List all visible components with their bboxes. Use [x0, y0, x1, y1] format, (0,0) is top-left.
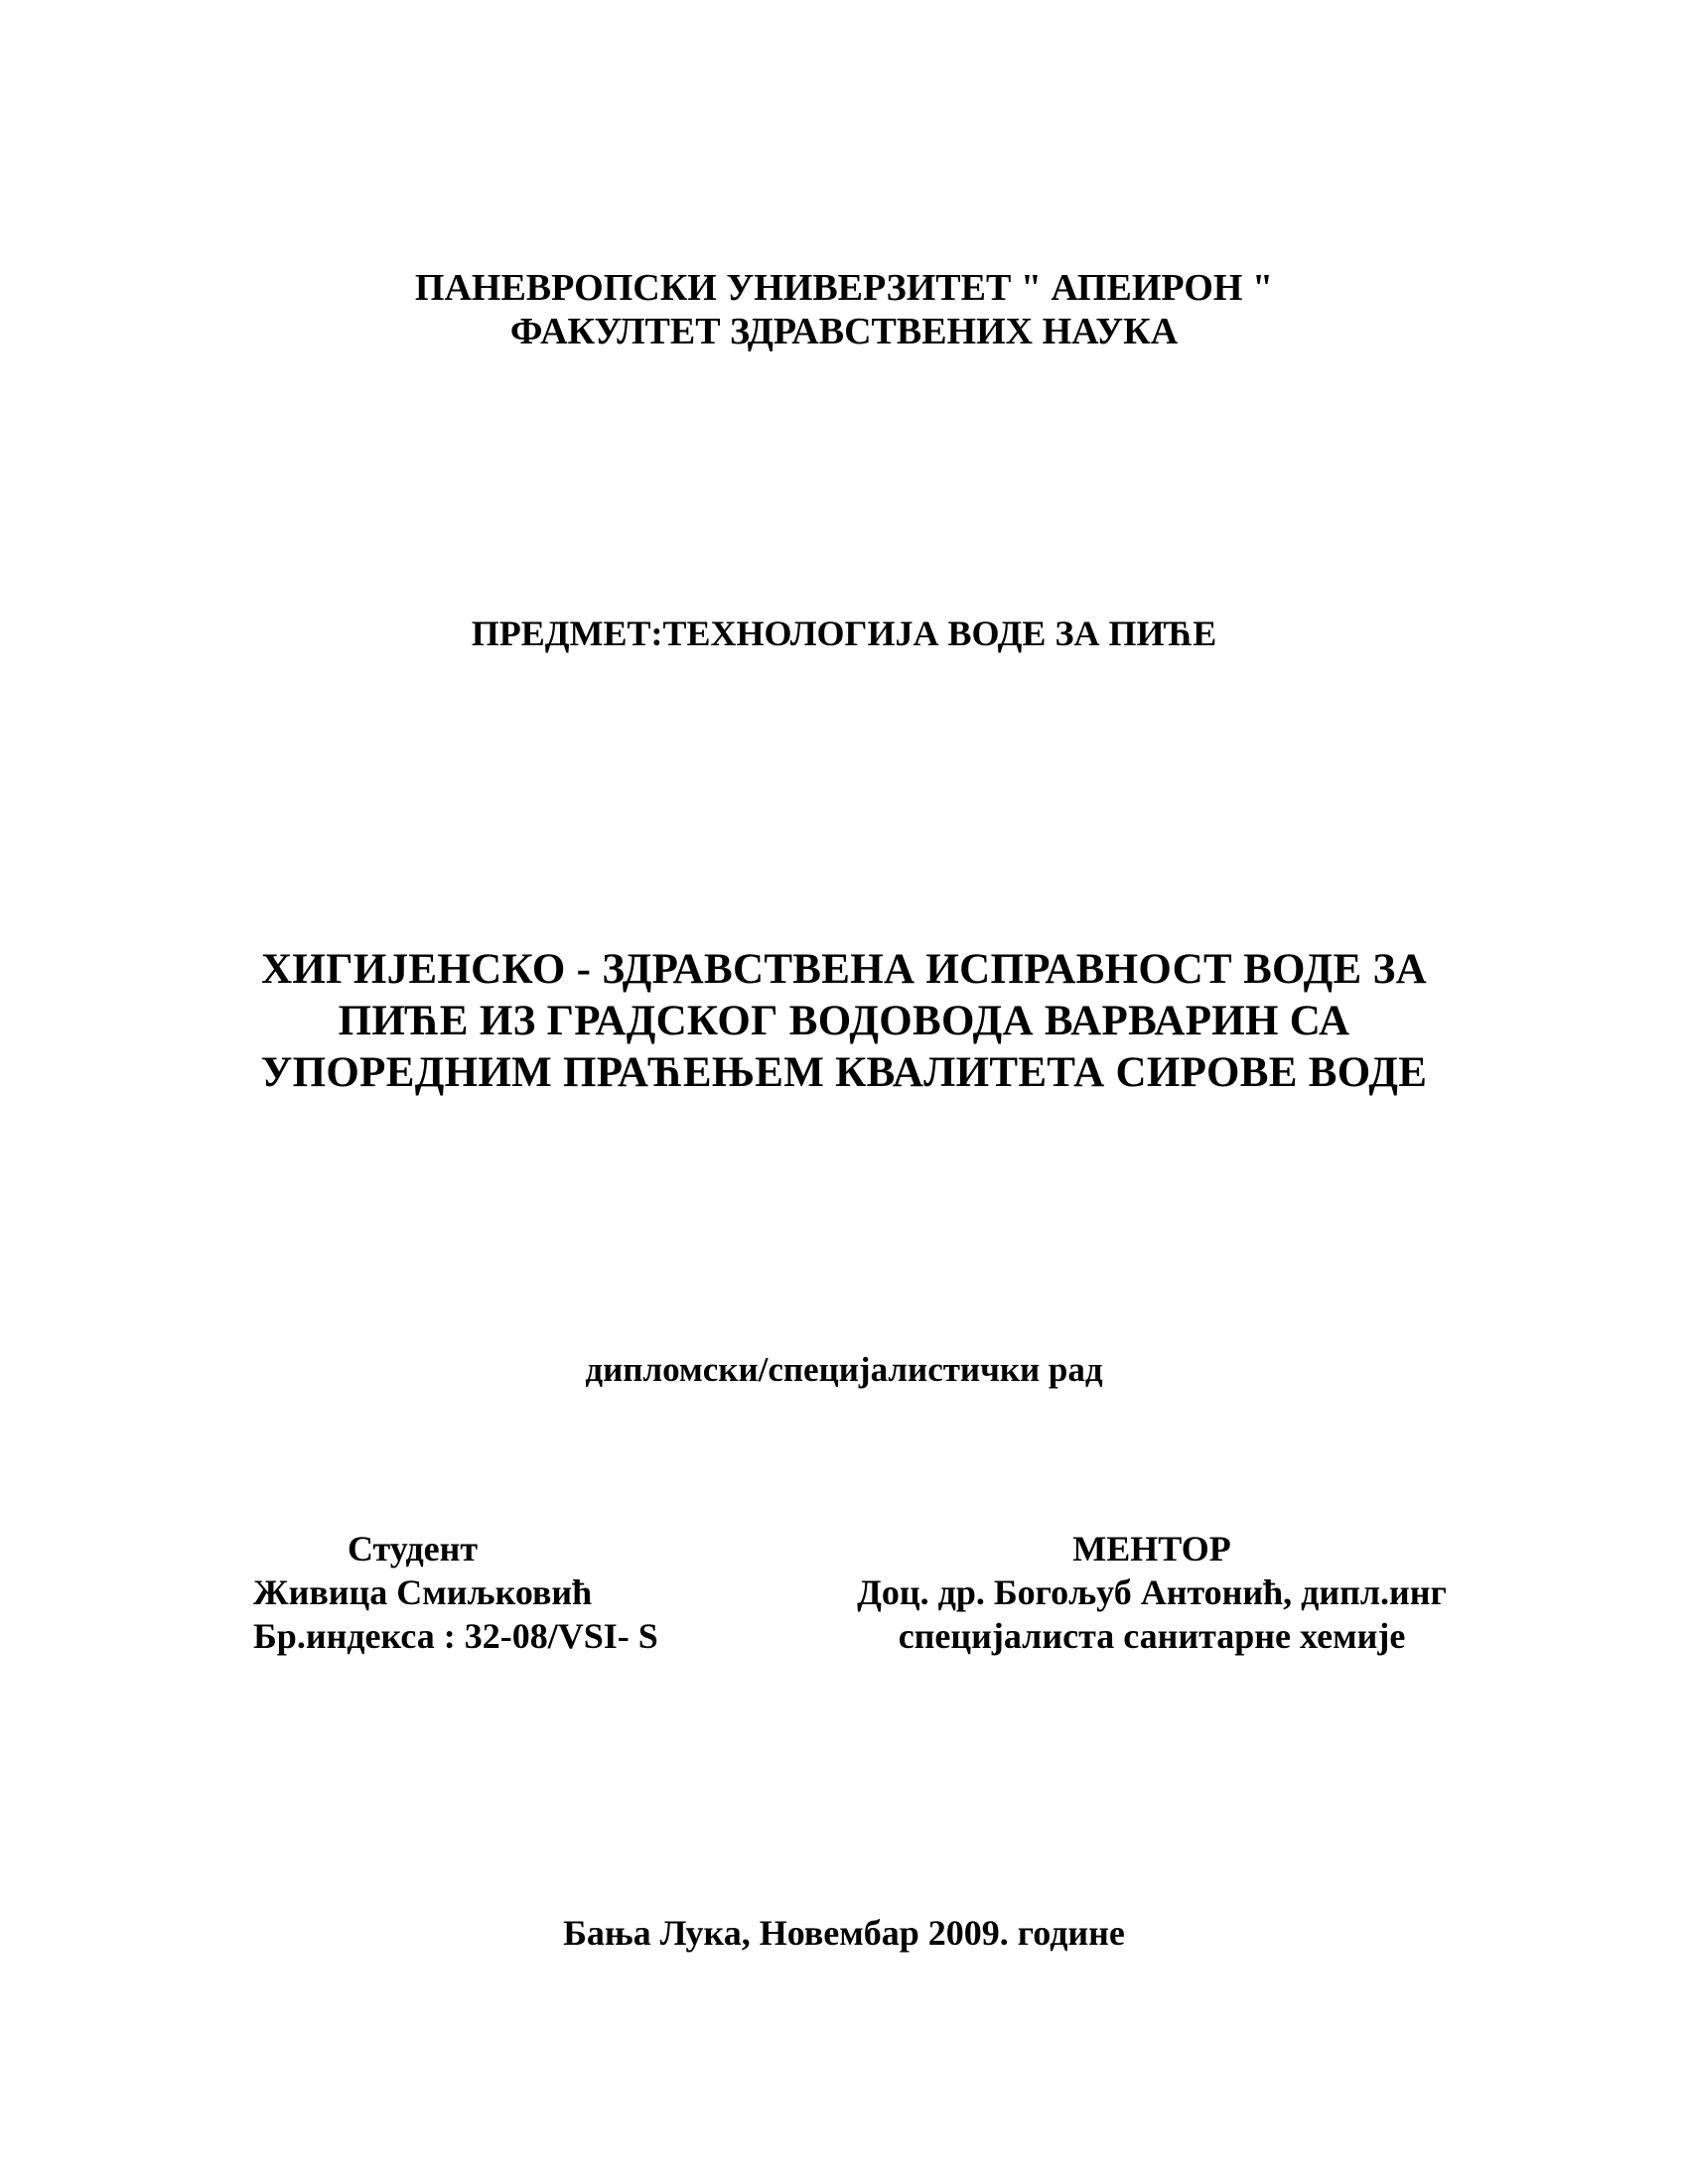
place-and-date: Бања Лука, Новембар 2009. године [563, 1913, 1125, 1953]
thesis-title-line-2: ПИЋЕ ИЗ ГРАДСКОГ ВОДОВОДА ВАРВАРИН СА [338, 998, 1350, 1044]
thesis-type: дипломски/специјалистички рад [585, 1350, 1103, 1389]
thesis-title-line-1: ХИГИЈЕНСКО - ЗДРАВСТВЕНА ИСПРАВНОСТ ВОДЕ ЗА [261, 946, 1427, 993]
course-subject: ПРЕДМЕТ:ТЕХНОЛОГИЈА ВОДЕ ЗА ПИЋЕ [471, 614, 1217, 653]
mentor-name: Доц. др. Богољуб Антонић, дипл.инг [857, 1572, 1447, 1612]
student-block [253, 1527, 750, 1658]
student-index: Бр.индекса : 32-08/VSI- S [253, 1616, 658, 1656]
mentor-label: МЕНТОР [1072, 1529, 1231, 1569]
mentor-specialty: специјалиста санитарне хемије [898, 1616, 1406, 1656]
faculty-name: ФАКУЛТЕТ ЗДРАВСТВЕНИХ НАУКА [509, 311, 1179, 352]
student-name: Живица Смиљковић [253, 1572, 593, 1612]
thesis-title-line-3: УПОРЕДНИМ ПРАЋЕЊЕМ КВАЛИТЕТА СИРОВЕ ВОДЕ [260, 1049, 1428, 1096]
university-name: ПАНЕВРОПСКИ УНИВЕРЗИТЕТ " АПЕИРОН " [414, 267, 1274, 309]
student-label: Студент [348, 1529, 479, 1569]
mentor-block [784, 1527, 1519, 1658]
